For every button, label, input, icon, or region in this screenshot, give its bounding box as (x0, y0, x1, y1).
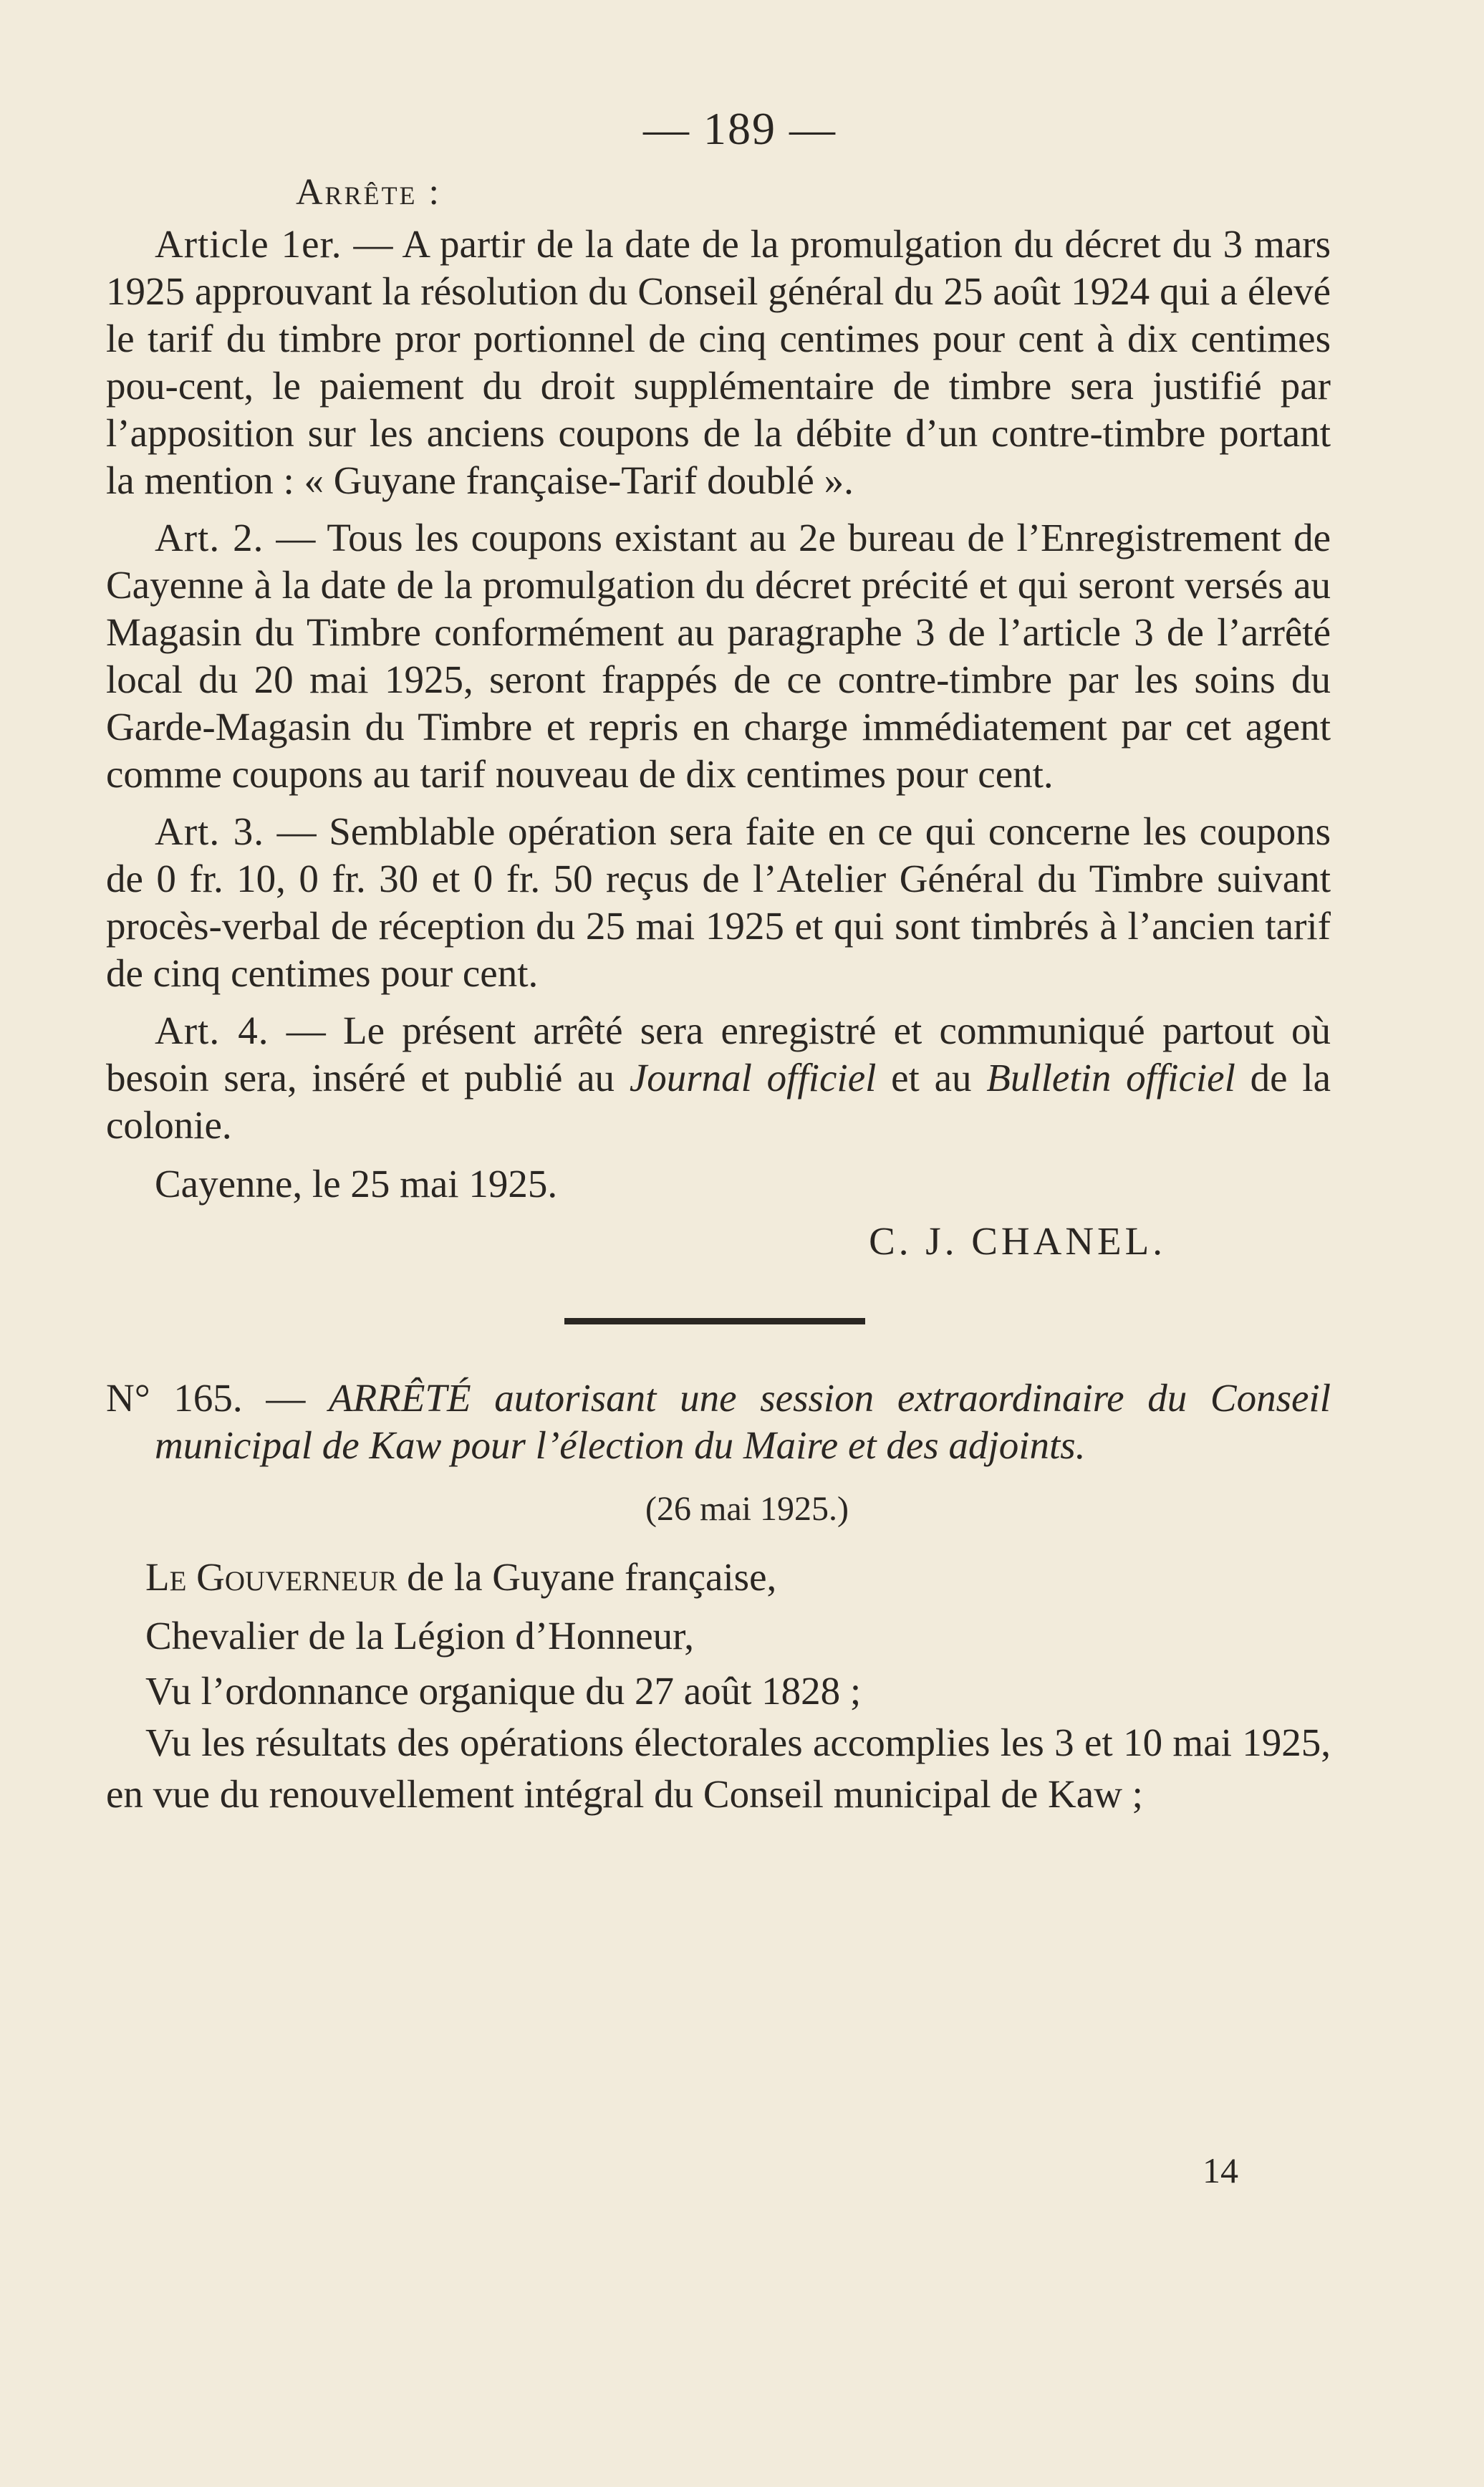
article-4-text-after: de la colonie. (106, 1056, 1331, 1147)
article-2 (106, 514, 1331, 798)
place-date: Cayenne, le 25 mai 1925. (155, 1162, 558, 1206)
decree-number: N° 165. — (106, 1376, 329, 1420)
signature: C. J. CHANEL. (869, 1219, 1166, 1263)
bulletin-officiel: Bulletin officiel (986, 1056, 1235, 1100)
section-divider (564, 1318, 865, 1324)
document-page (106, 100, 1331, 1820)
vu-resultats: Vu les résultats des opérations électorales accomplies les 3 et 10 mai 1925, en vue du renouvellement intégral du Conseil municipal de Kaw ; (106, 1721, 1331, 1816)
sheet-number: 14 (1203, 2150, 1238, 2190)
article-1-label: Article 1er. (155, 222, 342, 266)
article-4-label: Art. 4. (155, 1009, 269, 1052)
governor-title: Le Gouverneur (145, 1555, 398, 1599)
vu-ordonnance: Vu l’ordonnance organique du 27 août 1828 ; (145, 1669, 862, 1713)
article-3-text: — Semblable opération sera faite en ce qui concerne les coupons de 0 fr. 10, 0 fr. 30 et 0 fr. 50 reçus de l’Atelier Général du Timbre suivant procès-verbal de réception du 25 mai 1925 et qui sont timbrés à l’ancien tarif de cinq centimes pour cent. (106, 809, 1331, 995)
chevalier-line: Chevalier de la Légion d’Honneur, (145, 1614, 694, 1658)
article-1-text: — A partir de la date de la promulgation du décret du 3 mars 1925 approuvant la résolution du Conseil général du 25 août 1924 qui a élevé le tarif du timbre pror portionnel de cinq centimes pour cent à dix centimes pou-cent, le paiement du droit supplémentaire de timbre sera justifié par l’apposition sur les anciens coupons de la débite d’un contre-timbre portant la mention : « Guyane française-Tarif doublé ». (106, 222, 1331, 502)
governor-line (145, 1548, 1331, 1607)
article-4-text-middle: et au (876, 1056, 987, 1100)
article-2-text: — Tous les coupons existant au 2e bureau de l’Enregistrement de Cayenne à la date de la promulgation du décret précité et qui seront versés au Magasin du Timbre conformément au paragraphe 3 de l’article 3 de l’arrêté local du 20 mai 1925, seront frappés de ce contre-timbre par les soins du Garde-Magasin du Timbre et repris en charge immédiatement par cet agent comme coupons au tarif nouveau de dix centimes pour cent. (106, 516, 1331, 796)
decree-date: (26 mai 1925.) (645, 1490, 849, 1528)
arrete-heading: Arrête : (296, 172, 441, 213)
article-1 (106, 221, 1331, 504)
article-3-label: Art. 3. (155, 809, 264, 853)
decree-title (106, 1375, 1331, 1469)
decree-title-text: ARRÊTÉ autorisant une session extraordinaire du Conseil municipal de Kaw pour l’élection du Maire et des adjoints. (155, 1376, 1331, 1467)
article-4 (106, 1007, 1331, 1149)
governor-rest: de la Guyane française, (397, 1555, 777, 1599)
article-4-text-before: — Le présent arrêté sera enregistré et communiqué partout où besoin sera, inséré et publié au (106, 1009, 1331, 1100)
page-number: — 189 — (643, 103, 837, 154)
journal-officiel: Journal officiel (629, 1056, 877, 1100)
article-2-label: Art. 2. (155, 516, 264, 559)
article-3 (106, 808, 1331, 997)
